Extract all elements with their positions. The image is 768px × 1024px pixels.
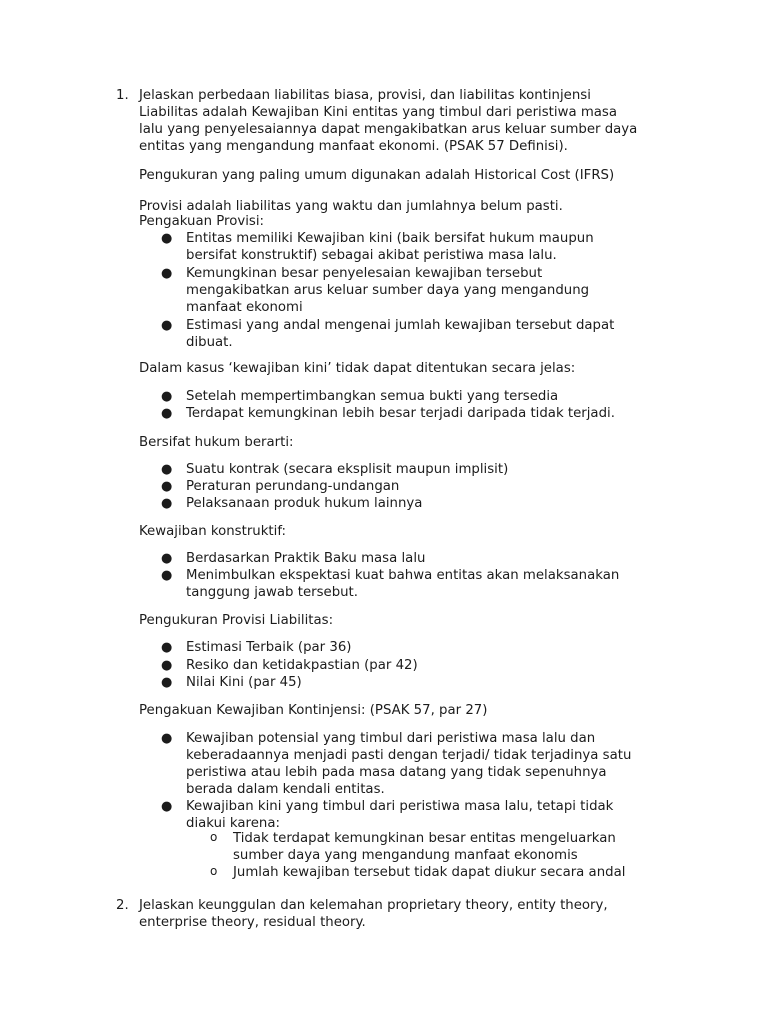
- paragraph-hukum: Bersifat hukum berarti:: [139, 435, 294, 450]
- bullet-icon: ●: [161, 496, 173, 511]
- text-line: mengakibatkan arus keluar sumber daya yang mengandung: [186, 283, 590, 298]
- list-item-text: Resiko dan ketidakpastian (par 42): [186, 658, 418, 673]
- bullet-icon: ●: [161, 731, 173, 746]
- text-line: Liabilitas adalah Kewajiban Kini entitas yang timbul dari peristiwa masa: [139, 105, 617, 120]
- bullet-icon: ●: [161, 389, 173, 404]
- paragraph-pengukuran: Pengukuran Provisi Liabilitas:: [139, 613, 334, 628]
- bullet-icon: ●: [161, 479, 173, 494]
- question-2-text: [139, 897, 679, 931]
- bullet-icon: ●: [161, 568, 173, 583]
- paragraph-kasus: Dalam kasus ‘kewajiban kini’ tidak dapat ditentukan secara jelas:: [139, 361, 576, 376]
- bullet-icon: ●: [161, 799, 173, 814]
- list-item-text: Pelaksanaan produk hukum lainnya: [186, 496, 423, 511]
- paragraph-konstruktif: Kewajiban konstruktif:: [139, 524, 287, 539]
- text-line: Entitas memiliki Kewajiban kini (baik bersifat hukum maupun: [186, 231, 594, 246]
- bullet-icon: ●: [161, 266, 173, 281]
- bullet-icon: ●: [161, 231, 173, 246]
- list-item-text: Suatu kontrak (secara eksplisit maupun implisit): [186, 462, 509, 477]
- bullet-icon: ●: [161, 658, 173, 673]
- text-line: tanggung jawab tersebut.: [186, 585, 359, 600]
- text-line: Kewajiban potensial yang timbul dari peristiwa masa lalu dan: [186, 731, 596, 746]
- list-item-text: Terdapat kemungkinan lebih besar terjadi daripada tidak terjadi.: [186, 406, 615, 421]
- circle-bullet-icon: o: [210, 864, 218, 878]
- text-line: Kemungkinan besar penyelesaian kewajiban tersebut: [186, 266, 543, 281]
- question-number: 2.: [116, 898, 129, 913]
- text-line: Estimasi yang andal mengenai jumlah kewajiban tersebut dapat: [186, 318, 615, 333]
- list-item-text: Estimasi Terbaik (par 36): [186, 640, 352, 655]
- text-line: manfaat ekonomi: [186, 300, 303, 315]
- text-line: bersifat konstruktif) sebagai akibat peristiwa masa lalu.: [186, 248, 557, 263]
- paragraph-pengakuan-provisi: Pengakuan Provisi:: [139, 214, 265, 229]
- text-line: Tidak terdapat kemungkinan besar entitas mengeluarkan: [233, 831, 616, 846]
- text-line: diakui karena:: [186, 816, 280, 831]
- text-line: dibuat.: [186, 335, 233, 350]
- list-item-text: Setelah mempertimbangkan semua bukti yang tersedia: [186, 389, 559, 404]
- text-line: entitas yang mengandung manfaat ekonomi. (PSAK 57 Definisi).: [139, 139, 568, 154]
- text-line: Menimbulkan ekspektasi kuat bahwa entitas akan melaksanakan: [186, 568, 620, 583]
- question-1-text: [139, 87, 679, 155]
- text-line: Jumlah kewajiban tersebut tidak dapat diukur secara andal: [233, 865, 626, 880]
- text-line: Berdasarkan Praktik Baku masa lalu: [186, 551, 426, 566]
- bullet-icon: ●: [161, 318, 173, 333]
- list-item-text: Nilai Kini (par 45): [186, 675, 302, 690]
- text-line: Jelaskan keunggulan dan kelemahan proprietary theory, entity theory,: [139, 898, 608, 913]
- bullet-icon: ●: [161, 406, 173, 421]
- text-line: peristiwa atau lebih pada masa datang yang tidak sepenuhnya: [186, 765, 607, 780]
- paragraph-kontinjensi: Pengakuan Kewajiban Kontinjensi: (PSAK 57, par 27): [139, 703, 488, 718]
- bullet-icon: ●: [161, 675, 173, 690]
- text-line: keberadaannya menjadi pasti dengan terjadi/ tidak terjadinya satu: [186, 748, 632, 763]
- text-line: Jelaskan perbedaan liabilitas biasa, provisi, dan liabilitas kontinjensi: [139, 88, 591, 103]
- bullet-icon: ●: [161, 462, 173, 477]
- list-item-text: Peraturan perundang-undangan: [186, 479, 400, 494]
- bullet-icon: ●: [161, 551, 173, 566]
- question-number: 1.: [116, 88, 129, 103]
- text-line: Kewajiban kini yang timbul dari peristiwa masa lalu, tetapi tidak: [186, 799, 614, 814]
- text-line: berada dalam kendali entitas.: [186, 782, 385, 797]
- bullet-icon: ●: [161, 640, 173, 655]
- text-line: enterprise theory, residual theory.: [139, 915, 366, 930]
- paragraph-provisi-definition: Provisi adalah liabilitas yang waktu dan jumlahnya belum pasti.: [139, 199, 563, 214]
- circle-bullet-icon: o: [210, 830, 218, 844]
- text-line: lalu yang penyelesaiannya dapat mengakibatkan arus keluar sumber daya: [139, 122, 638, 137]
- text-line: sumber daya yang mengandung manfaat ekonomis: [233, 848, 578, 863]
- paragraph-historical-cost: Pengukuran yang paling umum digunakan adalah Historical Cost (IFRS): [139, 168, 615, 183]
